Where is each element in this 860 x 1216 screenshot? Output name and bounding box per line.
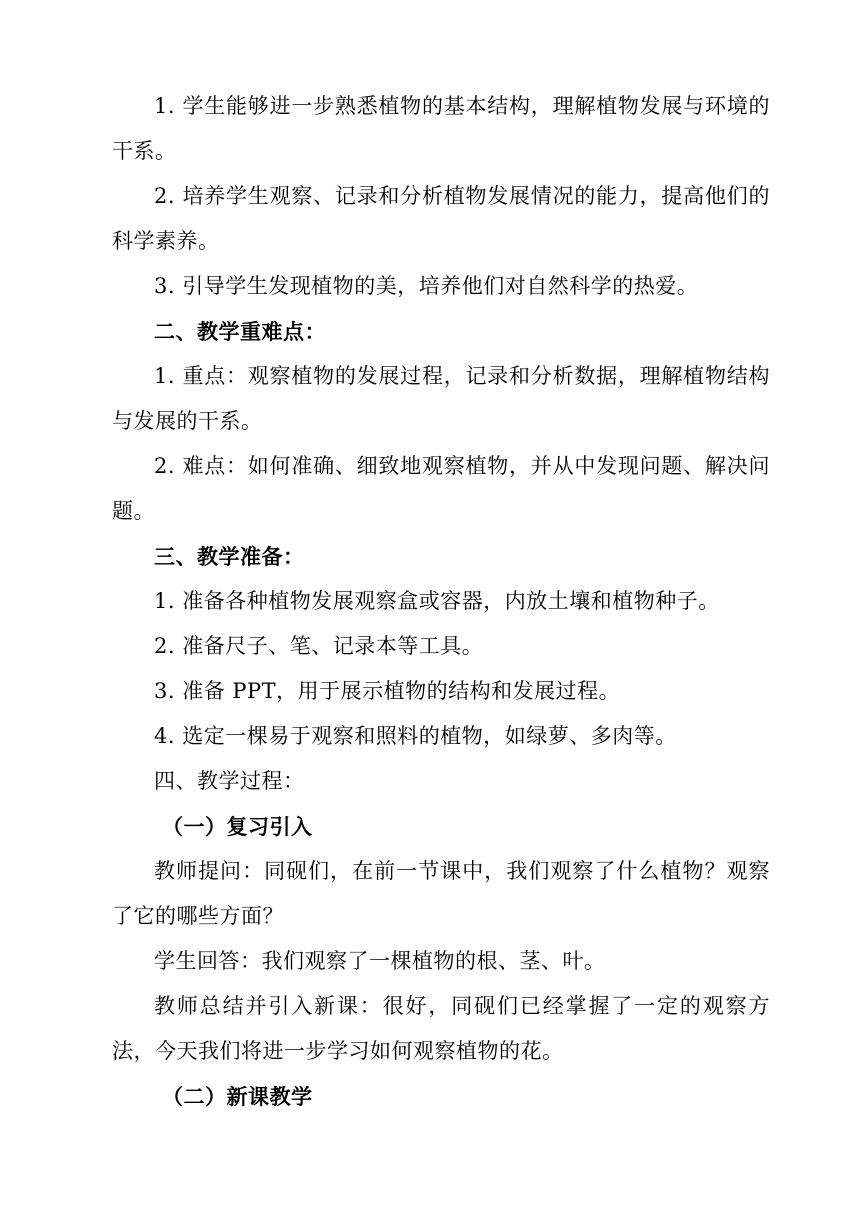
section-heading-process: 四、教学过程：: [154, 769, 305, 793]
preparation-item-3: 3. 准备 PPT，用于展示植物的结构和发展过程。: [154, 679, 621, 703]
review-paragraph-1: 教师提问：同砚们，在前一节课中，我们观察了什么植物？观察了它的哪些方面？: [112, 859, 770, 928]
review-paragraph-2: 学生回答：我们观察了一棵植物的根、茎、叶。: [154, 949, 606, 973]
review-paragraph-3: 教师总结并引入新课：很好，同砚们已经掌握了一定的观察方法，今天我们将进一步学习如何观察植物的花。: [112, 994, 770, 1063]
preparation-item-1: 1. 准备各种植物发展观察盒或容器，内放土壤和植物种子。: [154, 589, 720, 613]
document-page: [112, 84, 770, 1119]
objective-item-3: 3. 引导学生发现植物的美，培养他们对自然科学的热爱。: [154, 274, 699, 298]
section-heading-preparation: 三、教学准备：: [154, 544, 305, 569]
section-heading-key-points: 二、教学重难点：: [154, 319, 326, 344]
objective-item-1: 1. 学生能够进一步熟悉植物的基本结构，理解植物发展与环境的干系。: [112, 94, 770, 163]
subsection-heading-review: （一）复习引入: [162, 814, 313, 839]
preparation-item-2: 2. 准备尺子、笔、记录本等工具。: [154, 634, 484, 658]
key-point-item-1: 1. 重点：观察植物的发展过程，记录和分析数据，理解植物结构与发展的干系。: [112, 364, 770, 433]
preparation-item-4: 4. 选定一棵易于观察和照料的植物，如绿萝、多肉等。: [154, 724, 677, 748]
subsection-heading-new-lesson: （二）新课教学: [162, 1084, 313, 1109]
key-point-item-2: 2. 难点：如何准确、细致地观察植物，并从中发现问题、解决问题。: [112, 454, 770, 523]
objective-item-2: 2. 培养学生观察、记录和分析植物发展情况的能力，提高他们的科学素养。: [112, 184, 770, 253]
